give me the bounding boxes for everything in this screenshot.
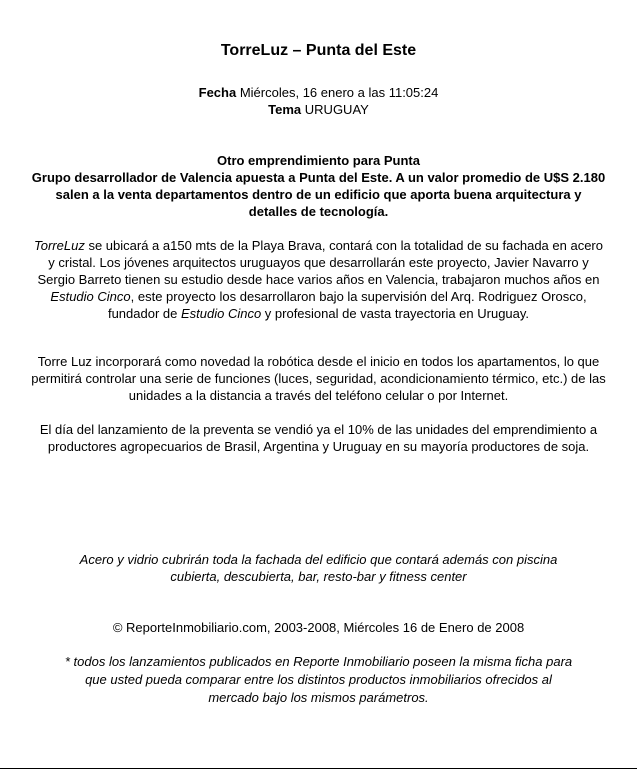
date-value: Miércoles, 16 enero a las 11:05:24 [239,85,439,100]
paragraph-1-text-c: y profesional de vasta trayectoria en Uruguay. [261,306,530,321]
emphasis-estudio-cinco-2: Estudio Cinco [180,306,262,321]
emphasis-torreluz: TorreLuz [34,238,85,253]
paragraph-3: El día del lanzamiento de la preventa se vendió ya el 10% de las unidades del emprendimiento a productores agropecuarios de Brasil, Argentina y Uruguay en su mayoría productores de soja. [39,422,598,454]
topic-label: Tema [268,102,302,117]
date-label: Fecha [198,85,237,100]
topic-line [0,102,637,117]
bottom-divider [0,768,637,769]
paragraph-1 [30,237,607,322]
emphasis-estudio-cinco: Estudio Cinco [50,289,131,304]
image-caption: Acero y vidrio cubrirán toda la fachada del edificio que contará además con piscina cubierta, descubierta, bar, resto-bar y fitness center [79,552,558,584]
date-line [0,85,637,100]
footnote: * todos los lanzamientos publicados en Reporte Inmobiliario poseen la misma ficha para que usted pueda comparar entre los distintos productos inmobiliarios ofrecidos al mercado bajo los mismos parámetros. [64,654,573,705]
paragraph-1-text-b: , este proyecto los desarrollaron bajo la supervisión del Arq. Rodriguez Orosco, fundador de [107,289,587,321]
article-title: TorreLuz – Punta del Este [220,42,417,59]
paragraph-1-text-a: se ubicará a a150 mts de la Playa Brava, contará con la totalidad de su fachada en acero y cristal. Los jóvenes arquitectos uruguayos que desarrollarán este proyecto, Javier Navarro y Sergio Barreto tienen su estudio desde hace varios años en Valencia, trabajaron muchos años en [37,238,603,287]
paragraph-2: Torre Luz incorporará como novedad la robótica desde el inicio en todos los apartamentos, lo que permitirá controlar una serie de funciones (luces, seguridad, acondicionamiento térmico, etc.) de las unidades a la distancia a través del teléfono celular o por Internet. [31,354,606,403]
article-subhead: Otro emprendimiento para Punta Grupo desarrollador de Valencia apuesta a Punta del Este. A un valor promedio de U$S 2.180 salen a la venta departamentos dentro de un edificio que aporta buena arquitectura y detalles de tecnología. [31,153,606,219]
topic-value: URUGUAY [304,102,369,117]
copyright-line: © ReporteInmobiliario.com, 2003-2008, Miércoles 16 de Enero de 2008 [112,620,525,635]
